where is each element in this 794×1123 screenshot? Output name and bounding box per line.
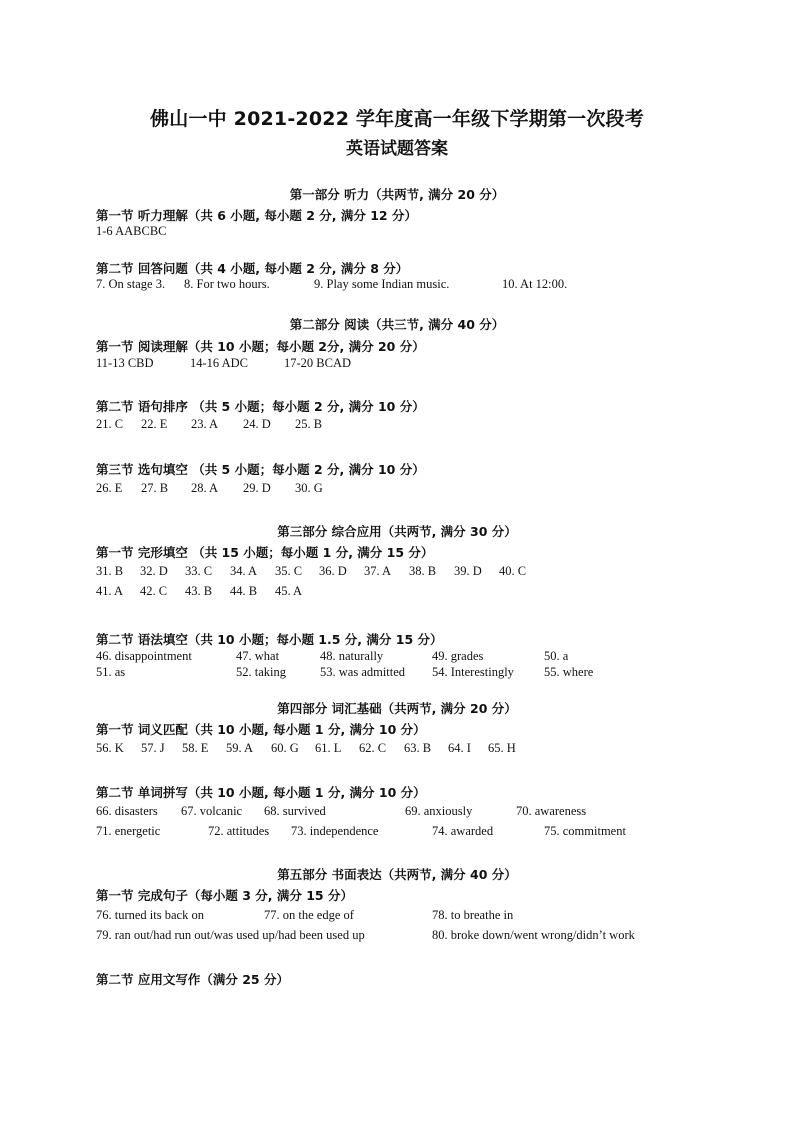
answer: 23. A — [191, 417, 219, 431]
answer: 7. On stage 3. — [96, 277, 166, 291]
answer: 59. A — [226, 741, 254, 755]
answer: 72. attitudes — [208, 824, 270, 838]
answer: 22. E — [141, 417, 168, 431]
answer: 49. grades — [432, 649, 484, 663]
answer: 76. turned its back on — [96, 908, 204, 922]
document-subtitle: 英语试题答案 — [346, 139, 448, 159]
answer: 57. J — [141, 741, 165, 755]
part1-heading: 第一部分 听力（共两节, 满分 20 分） — [289, 187, 505, 202]
answer: 50. a — [544, 649, 569, 663]
answer: 36. D — [319, 564, 347, 578]
answer: 55. where — [544, 665, 594, 679]
answer: 43. B — [185, 584, 213, 598]
answer: 32. D — [140, 564, 168, 578]
answer: 1-6 AABCBC — [96, 224, 167, 238]
part4-section2-heading: 第二节 单词拼写（共 10 小题, 每小题 1 分, 满分 10 分） — [96, 785, 426, 800]
answer: 8. For two hours. — [184, 277, 270, 291]
answer: 66. disasters — [96, 804, 158, 818]
answer: 37. A — [364, 564, 392, 578]
answer: 48. naturally — [320, 649, 384, 663]
part5-section1-heading: 第一节 完成句子（每小题 3 分, 满分 15 分） — [96, 888, 353, 903]
answer: 38. B — [409, 564, 437, 578]
answer: 58. E — [182, 741, 209, 755]
part3-heading: 第三部分 综合应用（共两节, 满分 30 分） — [277, 524, 517, 539]
part4-heading: 第四部分 词汇基础（共两节, 满分 20 分） — [277, 701, 517, 716]
document-title: 佛山一中 2021-2022 学年度高一年级下学期第一次段考 — [150, 108, 644, 130]
answer: 75. commitment — [544, 824, 626, 838]
answer: 62. C — [359, 741, 387, 755]
answer: 24. D — [243, 417, 271, 431]
answer: 25. B — [295, 417, 323, 431]
answer: 40. C — [499, 564, 527, 578]
answer: 41. A — [96, 584, 124, 598]
answer: 51. as — [96, 665, 126, 679]
part5-heading: 第五部分 书面表达（共两节, 满分 40 分） — [277, 867, 517, 882]
part2-section1-heading: 第一节 阅读理解（共 10 小题；每小题 2分, 满分 20 分） — [96, 339, 425, 354]
part3-section1-heading: 第一节 完形填空 （共 15 小题；每小题 1 分, 满分 15 分） — [96, 545, 434, 560]
answer: 73. independence — [291, 824, 379, 838]
answer: 17-20 BCAD — [284, 356, 352, 370]
answer: 28. A — [191, 481, 219, 495]
answer: 69. anxiously — [405, 804, 473, 818]
answer: 54. Interestingly — [432, 665, 514, 679]
answer: 34. A — [230, 564, 258, 578]
answer: 30. G — [295, 481, 323, 495]
answer: 74. awarded — [432, 824, 494, 838]
answer: 31. B — [96, 564, 124, 578]
part1-section2-heading: 第二节 回答问题（共 4 小题, 每小题 2 分, 满分 8 分） — [96, 261, 409, 276]
answer: 60. G — [271, 741, 299, 755]
answer: 42. C — [140, 584, 168, 598]
part4-section1-heading: 第一节 词义匹配（共 10 小题, 每小题 1 分, 满分 10 分） — [96, 722, 426, 737]
answer: 29. D — [243, 481, 271, 495]
answer: 46. disappointment — [96, 649, 192, 663]
part1-section1-heading: 第一节 听力理解（共 6 小题, 每小题 2 分, 满分 12 分） — [96, 208, 417, 223]
answer: 47. what — [236, 649, 280, 663]
answer: 39. D — [454, 564, 482, 578]
answer: 44. B — [230, 584, 258, 598]
answer: 33. C — [185, 564, 213, 578]
answer: 14-16 ADC — [190, 356, 248, 370]
answer: 53. was admitted — [320, 665, 406, 679]
answer: 65. H — [488, 741, 516, 755]
answer: 61. L — [315, 741, 342, 755]
part2-section2-heading: 第二节 语句排序 （共 5 小题；每小题 2 分, 满分 10 分） — [96, 399, 425, 414]
part2-section3-heading: 第三节 选句填空 （共 5 小题；每小题 2 分, 满分 10 分） — [96, 462, 425, 477]
part3-section2-heading: 第二节 语法填空（共 10 小题；每小题 1.5 分, 满分 15 分） — [96, 632, 443, 647]
answer: 67. volcanic — [181, 804, 243, 818]
answer: 10. At 12:00. — [502, 277, 568, 291]
answer: 64. I — [448, 741, 471, 755]
answer: 80. broke down/went wrong/didn’t work — [432, 928, 635, 942]
answer: 56. K — [96, 741, 124, 755]
answer: 11-13 CBD — [96, 356, 154, 370]
answer: 9. Play some Indian music. — [314, 277, 450, 291]
answer: 71. energetic — [96, 824, 161, 838]
answer: 77. on the edge of — [264, 908, 354, 922]
answer: 70. awareness — [516, 804, 587, 818]
answer: 27. B — [141, 481, 169, 495]
answer: 35. C — [275, 564, 303, 578]
answer: 78. to breathe in — [432, 908, 514, 922]
part5-section2-heading: 第二节 应用文写作（满分 25 分） — [96, 972, 289, 987]
answer: 68. survived — [264, 804, 326, 818]
answer: 26. E — [96, 481, 123, 495]
answer: 79. ran out/had run out/was used up/had been used up — [96, 928, 365, 942]
answer: 63. B — [404, 741, 432, 755]
answer: 45. A — [275, 584, 303, 598]
answer: 21. C — [96, 417, 124, 431]
part2-heading: 第二部分 阅读（共三节, 满分 40 分） — [289, 317, 505, 332]
answer: 52. taking — [236, 665, 286, 679]
